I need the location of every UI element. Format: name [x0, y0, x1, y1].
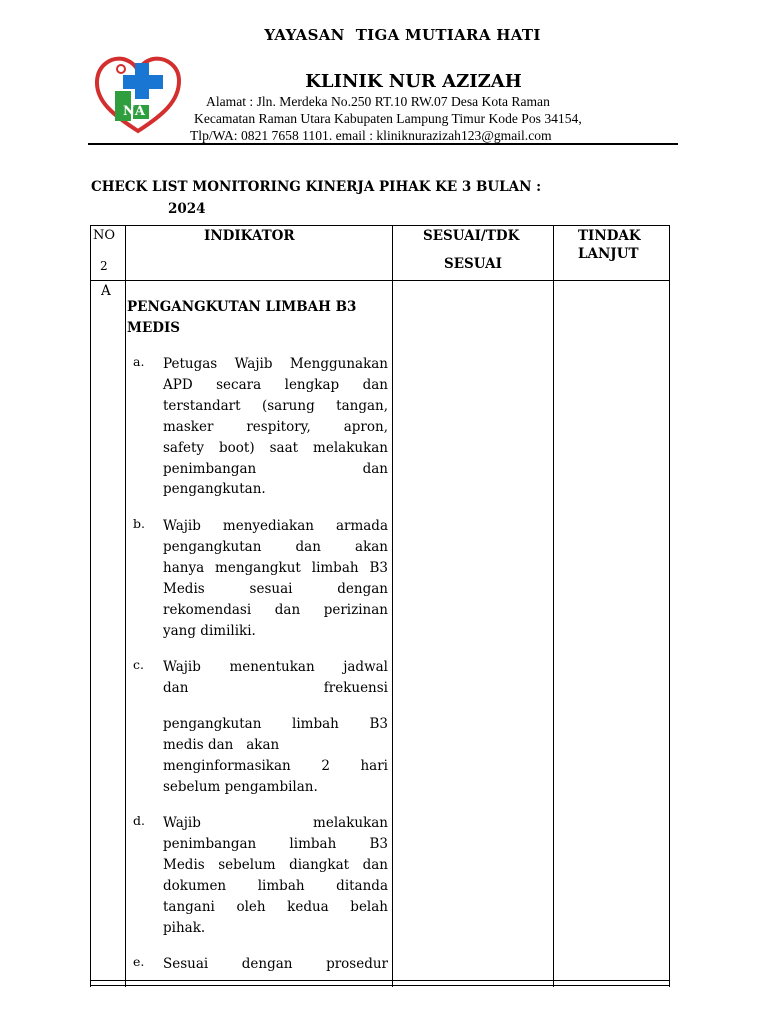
item-line: pengangkutan.	[163, 481, 266, 498]
table-border-bottom-2	[90, 985, 670, 986]
address-line-1: Alamat : Jln. Merdeka No.250 RT.10 RW.07 Desa Kota Raman	[206, 94, 550, 109]
table-border-bottom	[90, 980, 670, 981]
item-marker: d.	[133, 813, 145, 828]
clinic-name: KLINIK NUR AZIZAH	[305, 71, 522, 92]
address-line-2: Kecamatan Raman Utara Kabupaten Lampung Timur Kode Pos 34154,	[194, 111, 582, 126]
item-line: Wajib menentukan jadwal	[163, 659, 388, 675]
item-line: penimbangan dan	[163, 460, 388, 477]
item-line: pengangkutan limbah B3	[163, 715, 388, 732]
item-line: tangani oleh kedua belah	[163, 898, 388, 915]
header-sesuai-line1: SESUAI/TDK	[423, 228, 520, 244]
item-line: hanya mengangkut limbah B3	[163, 559, 388, 576]
header-no: NO	[93, 228, 116, 243]
item-line	[163, 699, 388, 714]
header-tindak-line2: LANJUT	[578, 246, 639, 262]
contact-line: Tlp/WA: 0821 7658 1101. email : kliniknurazizah123@gmail.com	[190, 128, 552, 143]
header-divider	[88, 143, 678, 145]
item-line: rekomendasi dan perizinan	[163, 601, 388, 618]
item-line: dan frekuensi	[163, 679, 388, 696]
item-line: masker respitory, apron,	[163, 418, 388, 435]
organization-name: YAYASAN TIGA MUTIARA HATI	[264, 26, 541, 44]
item-line: Petugas Wajib Menggunakan	[163, 356, 388, 372]
item-text	[163, 354, 388, 500]
item-text	[163, 813, 388, 938]
header-tindak-line1: TINDAK	[578, 228, 641, 244]
item-text	[163, 516, 388, 641]
item-line: pengangkutan dan akan	[163, 538, 388, 555]
document-year: 2024	[168, 201, 206, 217]
item-line: pihak.	[163, 919, 206, 936]
section-no: A	[101, 283, 111, 299]
item-line: Wajib menyediakan armada	[163, 518, 388, 534]
item-marker: b.	[133, 516, 145, 531]
item-line: APD secara lengkap dan	[163, 376, 388, 393]
table-col-divider-1	[125, 225, 126, 987]
table-header-divider	[90, 280, 670, 281]
item-marker: e.	[133, 954, 145, 969]
item-line: safety boot) saat melakukan	[163, 439, 388, 456]
item-line: yang dimiliki.	[163, 622, 256, 639]
table-border-top	[90, 225, 670, 226]
item-line: Sesuai dengan prosedur	[163, 956, 388, 972]
item-line: Wajib melakukan	[163, 815, 388, 831]
table-col-divider-3	[553, 225, 554, 987]
item-marker: c.	[133, 657, 144, 672]
logo-letters: NA	[123, 104, 145, 119]
item-marker: a.	[133, 354, 145, 369]
table-border-right	[669, 225, 670, 987]
section-title: PENGANGKUTAN LIMBAH B3 MEDIS	[127, 299, 357, 336]
item-line: Medis sebelum diangkat dan	[163, 856, 388, 873]
item-text	[163, 657, 388, 797]
item-line: penimbangan limbah B3	[163, 835, 388, 852]
item-text	[163, 954, 388, 975]
document-title: CHECK LIST MONITORING KINERJA PIHAK KE 3 BULAN :	[91, 179, 542, 195]
item-line: medis dan akan	[163, 736, 280, 753]
table-col-divider-2	[392, 225, 393, 987]
item-line: menginformasikan 2 hari	[163, 757, 388, 774]
item-line: Medis sesuai dengan	[163, 580, 388, 597]
item-line: terstandart (sarung tangan,	[163, 397, 388, 414]
clinic-logo	[93, 53, 183, 135]
header-no-sub: 2	[100, 259, 108, 273]
item-line: sebelum pengambilan.	[163, 778, 318, 795]
header-indikator: INDIKATOR	[204, 228, 295, 244]
header-sesuai-line2: SESUAI	[444, 256, 502, 272]
item-line: dokumen limbah ditanda	[163, 877, 388, 894]
table-border-left	[90, 225, 91, 987]
